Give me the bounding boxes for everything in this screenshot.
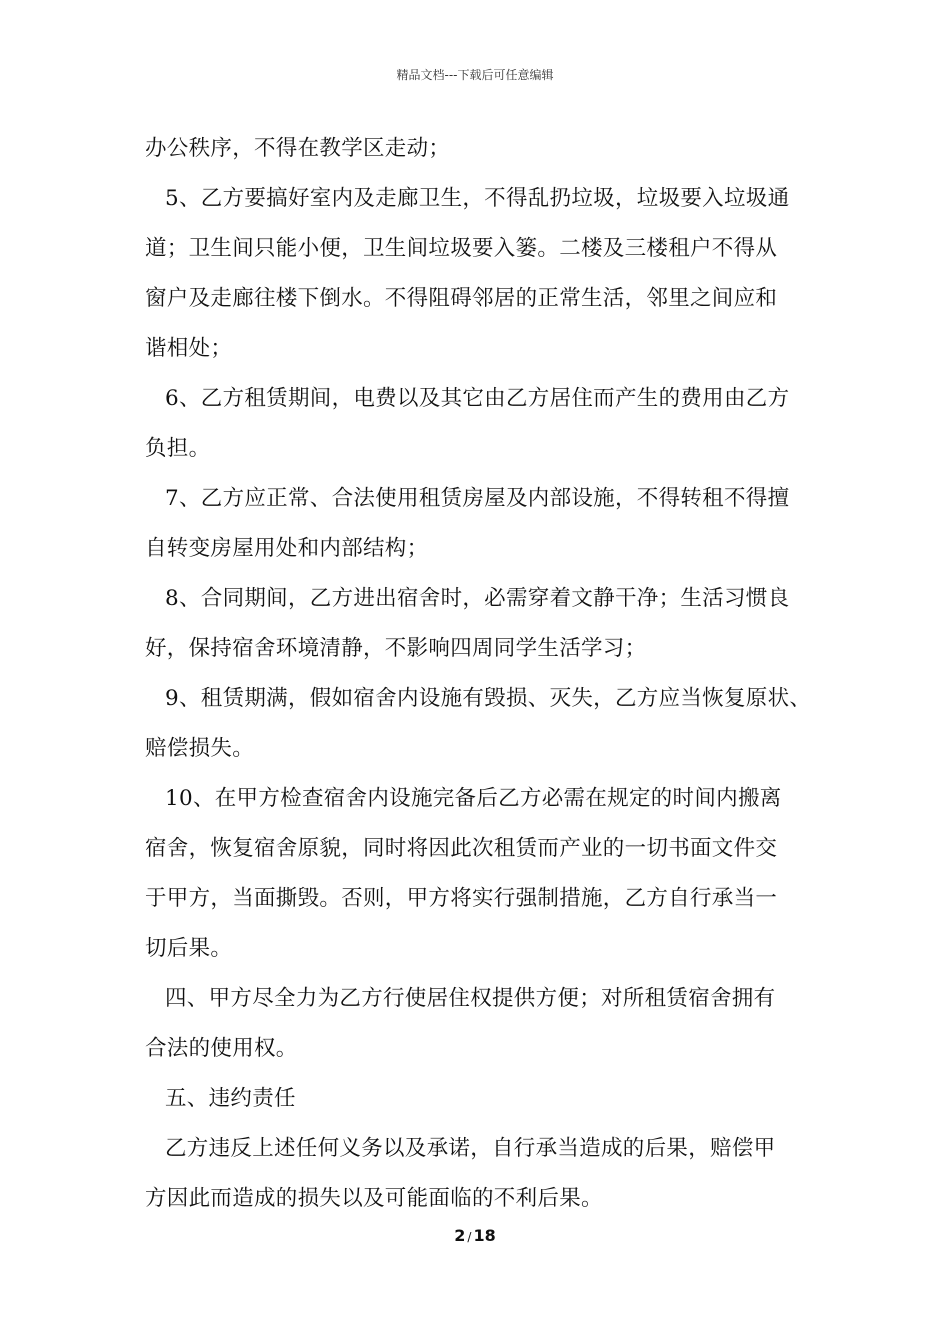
text-line: 10、在甲方检查宿舍内设施完备后乙方必需在规定的时间内搬离: [165, 786, 782, 811]
text-line: 8、合同期间，乙方进出宿舍时，必需穿着文静干净；生活习惯良: [165, 586, 790, 611]
text-line: 切后果。: [145, 936, 233, 961]
page-number: [0, 1226, 950, 1245]
text-line: 办公秩序，不得在教学区走动；: [145, 136, 451, 161]
text-line: 6、乙方租赁期间，电费以及其它由乙方居住而产生的费用由乙方: [165, 386, 790, 411]
document-body: [145, 124, 830, 1224]
text-line: 宿舍，恢复宿舍原貌，同时将因此次租赁而产业的一切书面文件交: [145, 836, 778, 861]
text-line: 9、租赁期满，假如宿舍内设施有毁损、灭失，乙方应当恢复原状、: [165, 686, 812, 711]
text-line: 四、甲方尽全力为乙方行使居住权提供方便；对所租赁宿舍拥有: [165, 986, 776, 1011]
text-line: 赔偿损失。: [145, 736, 255, 761]
total-pages-number: 18: [473, 1226, 496, 1245]
text-line: 乙方违反上述任何义务以及承诺，自行承当造成的后果，赔偿甲: [165, 1136, 776, 1161]
text-line: 7、乙方应正常、合法使用租赁房屋及内部设施，不得转租不得擅: [165, 486, 790, 511]
page-separator: /: [467, 1230, 472, 1244]
page-header: 精品文档---下载后可任意编辑: [396, 68, 554, 82]
text-line: 五、违约责任: [165, 1086, 296, 1111]
text-line: 负担。: [145, 436, 211, 461]
text-line: 道；卫生间只能小便，卫生间垃圾要入篓。二楼及三楼租户不得从: [145, 236, 778, 261]
text-line: 于甲方，当面撕毁。否则，甲方将实行强制措施，乙方自行承当一: [145, 886, 778, 911]
text-line: 方因此而造成的损失以及可能面临的不利后果。: [145, 1186, 603, 1211]
current-page-number: 2: [454, 1226, 466, 1245]
text-line: 窗户及走廊往楼下倒水。不得阻碍邻居的正常生活，邻里之间应和: [145, 286, 778, 311]
text-line: 谐相处；: [145, 336, 233, 361]
text-line: 合法的使用权。: [145, 1036, 298, 1061]
text-line: 自转变房屋用处和内部结构；: [145, 536, 429, 561]
text-line: 好，保持宿舍环境清静，不影响四周同学生活学习；: [145, 636, 647, 661]
text-line: 5、乙方要搞好室内及走廊卫生，不得乱扔垃圾，垃圾要入垃圾通: [165, 186, 790, 211]
